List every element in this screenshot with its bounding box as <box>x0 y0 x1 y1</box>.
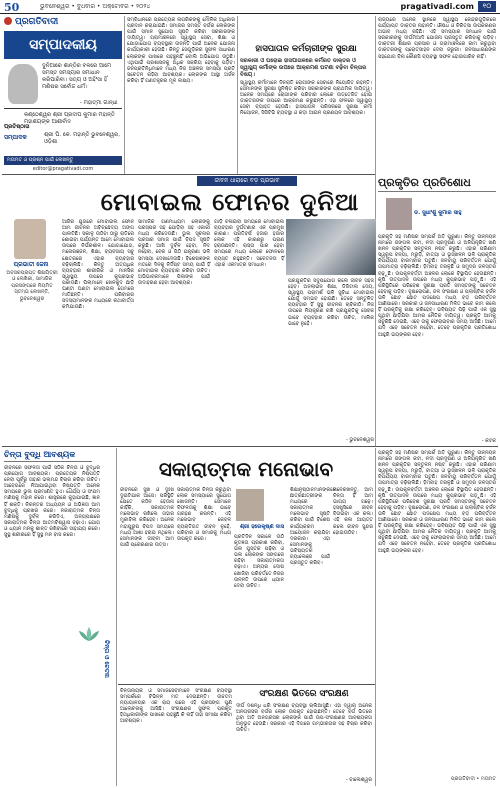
section-divider <box>2 174 375 175</box>
contact-bar: ମତାମତ ଓ ପ୍ରଶ୍ନ ପାଇଁ ଲେଖନ୍ତୁ <box>4 156 122 165</box>
brand-icon <box>4 17 12 25</box>
lotus-icon <box>76 625 102 643</box>
positive-author-name: ଶ୍ରୀ ହରେକୃଷ୍ଣ ଦାସ <box>239 524 285 530</box>
top-left-article: ସମ୍ବିଧାନରେ ପ୍ରତ୍ୟେକ ନାଗରିକଙ୍କୁ ମୌଳିକ ଅଧିକାର ପ୍ରଦାନ କରାଯାଇଛି। ସମାଜର ସମସ୍ତ ବର୍ଗର ଲୋକଙ୍କ ପାଇଁ ସମାନ ସୁଯୋଗ ସୃଷ୍ଟି କରିବା ସରକାରଙ୍କ ଦାୟିତ୍ୱ। ଗ୍ରାମାଞ୍ଚଳରେ ସ୍ୱାସ୍ଥ୍ୟ ସେବା, ଶିକ୍ଷା ଓ ଯୋଗାଯୋଗ ବ୍ୟବସ୍ଥାର ଉନ୍ନତି ପାଇଁ ଅନେକ ଯୋଜନା କାର୍ଯ୍ୟକାରୀ ହେଉଛି। କିନ୍ତୁ ସେଗୁଡ଼ିକର ସୁଫଳ ସାଧାରଣ ଲୋକଙ୍କ ପାଖରେ ପହଞ୍ଚୁନାହିଁ ବୋଲି ଅଭିଯୋଗ ଉଠୁଛି। ଏଥିପାଇଁ ପ୍ରଶାସନକୁ ଅଧିକ ସକ୍ରିୟ ହେବାକୁ ପଡ଼ିବ। ଜନପ୍ରତିନିଧିମାନେ ମଧ୍ୟ ନିଜ ଅଞ୍ଚଳର ସମସ୍ୟା ପ୍ରତି ସଚେତନ ରହିବା ଆବଶ୍ୟକ। ଲୋକଙ୍କ ଆସ୍ଥା ଅର୍ଜନ କରିବା ହିଁ ଗଣତନ୍ତ୍ରର ମୂଳ ଲକ୍ଷ୍ୟ। <box>127 17 235 84</box>
right-author-photo <box>386 198 412 230</box>
section-divider <box>118 684 375 685</box>
section-tag: ଜୀବନ ଧାରାରେ ବଡ଼ ପ୍ରଭାବ <box>197 176 297 186</box>
section-divider <box>2 446 498 447</box>
side-label: ଚିନ୍ତା ଓ ଚେତନା <box>103 640 110 678</box>
brand-label: ପ୍ରଗତିବାଦୀ <box>15 17 59 27</box>
column-divider <box>237 16 238 174</box>
site-link[interactable]: pragativadi.com <box>400 2 474 11</box>
quote-author: - ମହାତ୍ମା ଗାନ୍ଧୀ <box>80 100 118 106</box>
email-link[interactable]: editor@pragativadi.com <box>32 166 94 172</box>
right-headline: ପ୍ରକୃତିର ପ୍ରତିଶୋଧ <box>378 176 496 192</box>
positive-col-5: ମନେରଖନ୍ତୁ, ଆମ ଚିନ୍ତା ହିଁ ଆମ ଭାଗ୍ୟ ଗଢ଼େ। ହସଖୁସିରେ ଜୀବନ ବିତାଇବା ଏକ କଳା। ଏହି କଳା ଆୟତ୍ତ କଲେ ଜୀବନ ସୁନ୍ଦର ହୋଇଉଠିବ। <box>333 487 373 536</box>
column-divider <box>375 448 376 786</box>
right-article-text: ପ୍ରକୃତି ସହ ମଣିଷର ସମ୍ପର୍କ ଅତି ପୁରୁଣା। କିନ୍ତୁ ଉନ୍ନୟନ ନାମରେ ଜଙ୍ଗଲ କଟା, ନଦୀ ପ୍ରଦୂଷଣ ଓ ଅନିୟନ୍ତ୍ରିତ ଖଣି ଖନନ ପ୍ରକୃତିର ସନ୍ତୁଳନ ନଷ୍ଟ କରୁଛି। ଏହାର ପରିଣାମ ସ୍ୱରୂପ ବନ୍ୟା, ମରୁଡ଼ି, ବାତ୍ୟା ଓ ଭୂସ୍ଖଳନ ଭଳି ପ୍ରାକୃତିକ ବିପର୍ଯ୍ୟୟ ବାରମ୍ବାର ଘଟୁଛି। ଜଳବାୟୁ ପରିବର୍ତ୍ତନ ଯୋଗୁଁ ତାପମାତ୍ରା ବଢ଼ିଚାଲିଛି। ହିମବାହ ତରଳୁଛି ଓ ସମୁଦ୍ର ଜଳସ୍ତର ବଢ଼ୁଛି। ଉପକୂଳବର୍ତ୍ତୀ ଅଞ୍ଚଳର ଲୋକେ ବିସ୍ଥାପିତ ହେଉଛନ୍ତି। କୃଷି ଉତ୍ପାଦନ ଉପରେ ମଧ୍ୟ କୁପ୍ରଭାବ ପଡ଼ୁଛି। ଏହି ପରିସ୍ଥିତିରେ ପରିବେଶ ସୁରକ୍ଷା ପ୍ରତି ସମସ୍ତଙ୍କୁ ସଚେତନ ହେବାକୁ ପଡ଼ିବ। ବୃକ୍ଷରୋପଣ, ଜଳ ସଂରକ୍ଷଣ ଓ ପ୍ଲାଷ୍ଟିକ ବର୍ଜନ ଭଳି ଛୋଟ ଛୋଟ ପଦକ୍ଷେପ ମଧ୍ୟ ବଡ଼ ପରିବର୍ତ୍ତନ ଆଣିପାରେ। ସରକାର ଓ ଜନସାଧାରଣ ମିଳିତ ଭାବେ କାମ କଲେ ହିଁ ପ୍ରକୃତିକୁ ରକ୍ଷା କରିହେବ। ଭବିଷ୍ୟତ ପିଢ଼ି ପାଇଁ ଏକ ସୁସ୍ଥ ପୃଥିବୀ ଛାଡ଼ିଯିବା ଆମର ନୈତିକ ଦାୟିତ୍ୱ। ପ୍ରକୃତି ଆମକୁ ସବୁକିଛି ଦେଇଛି, ଏବେ ତାକୁ ଫେରାଇବାର ସମୟ ଆସିଛି। ଆମେ ଯଦି ଏବେ ସଚେତନ ନହେବା, ତେବେ ପ୍ରକୃତିର ପ୍ରତିଶୋଧ ଆହୁରି ଭୟଙ୍କର ହେବ। <box>378 234 496 338</box>
founder-text: କଣ୍ଠେଶ୍ୱର ଶ୍ରୀ ପ୍ରଦୀପ କୁମାର ମହାନ୍ତି ମହାଶୟଙ୍କ ଆଶୀର୍ବାଦ <box>24 112 115 125</box>
author-photo <box>14 219 46 259</box>
positive-col-4: ଶିକ୍ଷାନୁଷ୍ଠାନମାନଙ୍କରେ ଛାତ୍ରଛାତ୍ରୀଙ୍କ ମଧ୍ୟରେ ସକାରାତ୍ମକ ମନୋଭାବ ସୃଷ୍ଟି କରିବା ପାଇଁ ବିଶେଷ କାର୍ଯ୍ୟକ୍ରମ ଆୟୋଜନ କରାଯିବା ଦରକାର। ଏହା ସେମାନଙ୍କୁ ଭବିଷ୍ୟତର ଚ୍ୟାଲେଞ୍ଜ ପାଇଁ ପ୍ରସ୍ତୁତ କରିବ। <box>290 487 337 567</box>
saran-left-text: ଚିନ୍ତାନାୟକ ଓ ସମାଜସେବୀମାନେ ସଂରକ୍ଷଣ ବ୍ୟବସ୍ଥା ସମ୍ପର୍କରେ ବିଭିନ୍ନ ମତ ଦେଇଛନ୍ତି। ଉଚ୍ଚତମ ନ୍ୟାୟାଳୟର ଏକ ରାୟ ପରେ ଏହି ପ୍ରସଙ୍ଗ ପୁଣି ଆଲୋଚନାକୁ ଆସିଛି। ସଂରକ୍ଷଣର ସୁଫଳ ପ୍ରକୃତ ହିତାଧିକାରୀଙ୍କ ପାଖରେ ପହଞ୍ଚୁଛି କି ନାହିଁ ତାହା ସମୀକ୍ଷା କରିବା ଆବଶ୍ୟକ। <box>120 688 232 725</box>
positive-col-1: ଜୀବନରେ ସୁଖ ଓ ଦୁଃଖ ଦୁଇଟିଯାକ ଆସେ। ପରିସ୍ଥିତି ଯେତେ କଠିନ ହେଉନା କାହିଁକି, ସକାରାତ୍ମକ ମନୋଭାବ ରଖିଲେ ତାହାର ମୁକାବିଲା କରିହେବ। ଅନେକ ମହାପୁରୁଷ ବିପଦ ସମୟରେ ମଧ୍ୟ ଆଶା ହରାଇ ନଥିଲେ। ସେମାନଙ୍କ ଜୀବନୀ ଆମ ପାଇଁ ପ୍ରେରଣାର ଉତ୍ସ। <box>120 487 174 548</box>
chinta-headline: ଚିନ୍ତା ବୁଦ୍ଧି ଆବଶ୍ୟକ <box>4 450 92 462</box>
quote-text: ଦୁନିଆରେ ଶାନ୍ତିର ବଳରେ ଆମେ ସମସ୍ତ ସମସ୍ୟାର ସମାଧାନ କରିପାରିବା। ସତ୍ୟ ଓ ଅହିଂସା ହିଁ ମଣିଷର ସର୍ବୋଚ୍ଚ ଧର୍ମ। <box>42 63 112 90</box>
column-divider <box>124 16 125 174</box>
mobile-col-2: ସାମାଜିକ ଗଣମାଧ୍ୟମ ଲୋକଙ୍କୁ ପରସ୍ପର ସହ ଯୋଡ଼ିବା ସହ ଏକାକୀ ମଧ୍ୟ କରିଦେଉଛି। ଭୁଲ ସୂଚନାର ପ୍ରସାର ସମାଜ ପାଇଁ ବିପଦ ସୃଷ୍ଟି କରୁଛି। ଆଖି ଦୁର୍ବଳ ହେବା, ନିଦ ନହେବା, ବେକ ଓ ପିଠି ଯନ୍ତ୍ରଣା ଭଳି ସମସ୍ୟା ଦେଖାଦେଉଛି। ବିଶେଷଜ୍ଞଙ୍କ ମତରେ ଦିନକୁ ନିର୍ଦ୍ଦିଷ୍ଟ ସମୟ ପାଇଁ ହିଁ ମୋବାଇଲ ବ୍ୟବହାର କରିବା ଉଚିତ। ଅଭିଭାବକମାନେ ପିଲାଙ୍କ ପାଇଁ ଉଦାହରଣ ହେବା ଆବଶ୍ୟକ। <box>138 219 210 286</box>
driver-photo <box>286 219 376 275</box>
divider <box>4 108 122 109</box>
column-divider <box>116 448 117 786</box>
date-line: ଭୁବନେଶ୍ୱର • ବୁଧବାର • ଅକ୍ଟୋବର • ୨୦୨୪ <box>40 3 151 10</box>
founder-label: ପ୍ରତିଷ୍ଠାତା <box>4 124 30 130</box>
brand-name <box>4 17 122 29</box>
positive-headline: ସକାରାତ୍ମକ ମନୋଭାବ <box>158 457 334 481</box>
mobile-col-3: ଗାଡ଼ି ଚଳାଇବା ସମୟରେ ମୋବାଇଲ ବ୍ୟବହାର ଦୁର୍ଘଟଣାର ଏକ ପ୍ରମୁଖ କାରଣ। ପ୍ରତିବର୍ଷ ହଜାର ହଜାର ଲୋକ ଏହି କାରଣରୁ ପ୍ରାଣ ହରାଉଛନ୍ତି। ରାସ୍ତା ପାର ହେବା ସମୟରେ ମଧ୍ୟ ଲୋକେ ଫୋନରେ ବ୍ୟସ୍ତ ରହୁଛନ୍ତି। ସଚେତନତା ହିଁ ଏହାର ଏକମାତ୍ର ସମାଧାନ। <box>214 219 284 268</box>
anniversary-logo: 50 <box>4 1 20 14</box>
middle-headline: ହାସପାତାଳ କର୍ମଚାରୀଙ୍କ ସୁରକ୍ଷା <box>255 44 357 54</box>
mobile-col-1: ଆଜିର ଯୁଗରେ ମୋବାଇଲ ଫୋନ ଆମ ଜୀବନର ଅବିଚ୍ଛେଦ୍ୟ ଅଙ୍ଗ ପାଲଟିଛି। ସକାଳୁ ଉଠିବା ଠାରୁ ରାତିରେ ଶୋଇବା ପର୍ଯ୍ୟନ୍ତ ଆମେ ମୋବାଇଲ ଉପରେ ନିର୍ଭରଶୀଳ। ଯୋଗାଯୋଗ, ମନୋରଞ୍ଜନ, ଶିକ୍ଷା, ବ୍ୟବସାୟ ସବୁ କ୍ଷେତ୍ରରେ ଏହାର ବ୍ୟବହାର ବଢ଼ିଚାଲିଛି। କିନ୍ତୁ ଅତ୍ୟଧିକ ବ୍ୟବହାର ଶାରୀରିକ ଓ ମାନସିକ ସ୍ୱାସ୍ଥ୍ୟ ଉପରେ କୁପ୍ରଭାବ ପକାଉଛି। ପିଲାମାନେ ଖେଳକୁଦ ଛାଡ଼ି ଘଣ୍ଟା ଘଣ୍ଟା ମୋବାଇଲ ଗେମରେ ମାତିଛନ୍ତି। ପରିବାରର ସଦସ୍ୟମାନଙ୍କ ମଧ୍ୟରେ କଥାବାର୍ତ୍ତା କମିଯାଉଛି। <box>62 219 134 311</box>
positive-author-photo <box>236 489 264 521</box>
right-lower-text: ପ୍ରକୃତି ସହ ମଣିଷର ସମ୍ପର୍କ ଅତି ପୁରୁଣା। କିନ୍ତୁ ଉନ୍ନୟନ ନାମରେ ଜଙ୍ଗଲ କଟା, ନଦୀ ପ୍ରଦୂଷଣ ଓ ଅନିୟନ୍ତ୍ରିତ ଖଣି ଖନନ ପ୍ରକୃତିର ସନ୍ତୁଳନ ନଷ୍ଟ କରୁଛି। ଏହାର ପରିଣାମ ସ୍ୱରୂପ ବନ୍ୟା, ମରୁଡ଼ି, ବାତ୍ୟା ଓ ଭୂସ୍ଖଳନ ଭଳି ପ୍ରାକୃତିକ ବିପର୍ଯ୍ୟୟ ବାରମ୍ବାର ଘଟୁଛି। ଜଳବାୟୁ ପରିବର୍ତ୍ତନ ଯୋଗୁଁ ତାପମାତ୍ରା ବଢ଼ିଚାଲିଛି। ହିମବାହ ତରଳୁଛି ଓ ସମୁଦ୍ର ଜଳସ୍ତର ବଢ଼ୁଛି। ଉପକୂଳବର୍ତ୍ତୀ ଅଞ୍ଚଳର ଲୋକେ ବିସ୍ଥାପିତ ହେଉଛନ୍ତି। କୃଷି ଉତ୍ପାଦନ ଉପରେ ମଧ୍ୟ କୁପ୍ରଭାବ ପଡ଼ୁଛି। ଏହି ପରିସ୍ଥିତିରେ ପରିବେଶ ସୁରକ୍ଷା ପ୍ରତି ସମସ୍ତଙ୍କୁ ସଚେତନ ହେବାକୁ ପଡ଼ିବ। ବୃକ୍ଷରୋପଣ, ଜଳ ସଂରକ୍ଷଣ ଓ ପ୍ଲାଷ୍ଟିକ ବର୍ଜନ ଭଳି ଛୋଟ ଛୋଟ ପଦକ୍ଷେପ ମଧ୍ୟ ବଡ଼ ପରିବର୍ତ୍ତନ ଆଣିପାରେ। ସରକାର ଓ ଜନସାଧାରଣ ମିଳିତ ଭାବେ କାମ କଲେ ହିଁ ପ୍ରକୃତିକୁ ରକ୍ଷା କରିହେବ। ଭବିଷ୍ୟତ ପିଢ଼ି ପାଇଁ ଏକ ସୁସ୍ଥ ପୃଥିବୀ ଛାଡ଼ିଯିବା ଆମର ନୈତିକ ଦାୟିତ୍ୱ। ପ୍ରକୃତି ଆମକୁ ସବୁକିଛି ଦେଇଛି, ଏବେ ତାକୁ ଫେରାଇବାର ସମୟ ଆସିଛି। ଆମେ ଯଦି ଏବେ ସଚେତନ ନହେବା, ତେବେ ପ୍ରକୃତିର ପ୍ରତିଶୋଧ ଆହୁରି ଭୟଙ୍କର ହେବ। <box>378 450 496 554</box>
page-number: ୧୦ <box>478 1 496 12</box>
gandhi-portrait <box>8 64 38 104</box>
footer-note: ପ୍ରଗତିବାଦୀ • ମତାମତ <box>450 776 496 782</box>
middle-article-text: ସ୍ୱାସ୍ଥ୍ୟ କର୍ମୀମାନେ ଦିନରାତି ରୋଗୀଙ୍କ ସେବାରେ ନିୟୋଜିତ ରହନ୍ତି। ସେମାନଙ୍କ ସୁରକ୍ଷା ସୁନିଶ୍ଚିତ କରିବା ସରକାରଙ୍କ ପ୍ରାଥମିକ ଦାୟିତ୍ୱ। ଅନେକ ସମୟରେ ରୋଗୀଙ୍କ ପରିବାର ଲୋକେ ଉତ୍ତେଜିତ ହୋଇ ଡାକ୍ତରଙ୍କ ଉପରେ ଆକ୍ରମଣ କରୁଛନ୍ତି। ଏହା ଫଳରେ ସ୍ୱାସ୍ଥ୍ୟ ସେବା ବ୍ୟାହତ ହେଉଛି। ହାସପାତାଳ ପରିସରରେ ସୁରକ୍ଷା କର୍ମୀ ନିୟୋଜନ, ସିସିଟିଭି ବ୍ୟବସ୍ଥା ଓ କଡ଼ା ଆଇନ ପ୍ରଣୟନ ଆବଶ୍ୟକ। <box>240 80 372 117</box>
mobile-col-4: ପ୍ରଯୁକ୍ତିର ସଦୁପଯୋଗ କଲେ ଜୀବନ ସହଜ ହେବ। ଅନଲାଇନ ଶିକ୍ଷା, ଡିଜିଟାଲ ଦେୟ, ସ୍ୱାସ୍ଥ୍ୟ ପରାମର୍ଶ ଭଳି ସୁବିଧା ମୋବାଇଲ ଯୋଗୁଁ ସମ୍ଭବ ହୋଇଛି। ତେବେ ସନ୍ତୁଳିତ ବ୍ୟବହାର ହିଁ ସୁସ୍ଥ ଜୀବନର ଚାବିକାଠି। ନିଜ ଉପରେ ନିୟନ୍ତ୍ରଣ ରଖି ପ୍ରଯୁକ୍ତିକୁ ସେବକ ଭାବେ ବ୍ୟବହାର କରିବା ଉଚିତ, ମାଲିକ ଭାବେ ନୁହେଁ। <box>288 278 374 327</box>
chinta-text: ଜୀବନରେ ସଫଳତା ପାଇଁ ସଠିକ ଚିନ୍ତା ଓ ବୁଦ୍ଧିର ପ୍ରୟୋଗ ଆବଶ୍ୟକ। ପ୍ରତ୍ୟେକ ନିଷ୍ପତ୍ତି ନେବା ପୂର୍ବରୁ ତାହାର ଭଲମନ୍ଦ ବିଚାର କରିବା ଉଚିତ। ଆବେଗରେ ନିଆଯାଇଥିବା ନିଷ୍ପତ୍ତି ଅନେକ ସମୟରେ ଭୁଲ ପ୍ରମାଣିତ ହୁଏ। ଧୈର୍ଯ୍ୟ ଓ ସଂଯମ ମଣିଷକୁ ମହାନ କରେ। ଶାସ୍ତ୍ରରେ କୁହାଯାଇଛି, ଜ୍ଞାନ ହିଁ ଶକ୍ତି। ନିରନ୍ତର ଅଧ୍ୟୟନ ଓ ଅଭିଜ୍ଞତା ଆମ ବୁଦ୍ଧିକୁ ପ୍ରଖର କରେ। ନକାରାତ୍ମକ ଚିନ୍ତା ମଣିଷକୁ ଦୁର୍ବଳ କରିଦିଏ, ଅନ୍ୟପକ୍ଷରେ ସକାରାତ୍ମକ ଚିନ୍ତା ଆତ୍ମବିଶ୍ୱାସ ବଢ଼ାଏ। ଯୋଗ ଓ ଧ୍ୟାନ ମନକୁ ଶାନ୍ତ ରଖିବାରେ ସାହାଯ୍ୟ କରେ। ସୁସ୍ଥ ଶରୀରରେ ହିଁ ସୁସ୍ଥ ମନ ବାସ କରେ। <box>4 465 100 539</box>
positive-col-3: ପ୍ରତିଦିନ ସକାଳେ ଉଠି କୃତଜ୍ଞତା ପ୍ରକାଶ କରିବା, ଭଲ ପୁସ୍ତକ ପଢ଼ିବା ଓ ଭଲ ଲୋକଙ୍କ ସଙ୍ଗରେ ରହିବା ସକାରାତ୍ମକତା ବଢ଼ାଏ। ଅନ୍ୟର ଦୋଷ ଖୋଜିବା ପରିବର୍ତ୍ତେ ନିଜର ଉନ୍ନତି ଉପରେ ଧ୍ୟାନ ଦେବା ଉଚିତ। <box>234 534 284 589</box>
top-bar <box>0 0 500 14</box>
author-bio: ଅବସରପ୍ରାପ୍ତ ଶିକ୍ଷୟିତ୍ରୀ ଓ ଲେଖିକା, ସାମାଜିକ ପ୍ରସଙ୍ଗରେ ନିୟମିତ ସ୍ତମ୍ଭ ଲେଖନ୍ତି, ଭୁବନେଶ୍ୱର <box>6 270 58 302</box>
editorial-banner: ସମ୍ପାଦକୀୟ <box>4 31 122 59</box>
top-right-article: ରାଜ୍ୟରେ ଅନେକ ସ୍ଥାନରେ ସ୍ୱାସ୍ଥ୍ୟ କେନ୍ଦ୍ରଗୁଡ଼ିକରେ ପର୍ଯ୍ୟାପ୍ତ ଡାକ୍ତର ନାହାନ୍ତି। ଔଷଧ ଓ ଚିକିତ୍ସା ଉପକରଣର ଅଭାବ ମଧ୍ୟ ରହିଛି। ଏହି ସମସ୍ୟାର ସମାଧାନ ପାଇଁ ସରକାରଙ୍କୁ ଦୀର୍ଘମିଆଦି ଯୋଜନା ପ୍ରସ୍ତୁତ କରିବାକୁ ପଡ଼ିବ। ଡାକ୍ତରୀ ଶିକ୍ଷାର ପ୍ରସାର ଓ ଗ୍ରାମାଞ୍ଚଳରେ କାମ କରୁଥିବା ଡାକ୍ତରଙ୍କୁ ପ୍ରୋତ୍ସାହନ ଦେବା ଜରୁରୀ। ଜନସାଧାରଣଙ୍କ ସହଯୋଗ ବିନା କୌଣସି ବ୍ୟବସ୍ଥା ସଫଳ ହୋଇପାରିବ ନାହିଁ। <box>378 17 496 60</box>
author-name: ପ୍ରଭାତୀ ଜେନା <box>13 261 49 268</box>
saran-headline: ସଂରକ୍ଷଣ ଭିତରେ ସଂରକ୍ଷଣ <box>259 689 349 699</box>
mobile-headline: ମୋବାଇଲ ଫୋନର ଦୁନିଆ <box>100 188 360 216</box>
right-signoff: - କଟକ <box>481 438 496 444</box>
saran-signoff: - ବାଲେଶ୍ୱର <box>345 777 372 783</box>
saran-right-text: ଦୀର୍ଘ ଦଶନ୍ଧି ଧରି ସଂରକ୍ଷଣ ବ୍ୟବସ୍ଥା ଚାଲିଆସୁଛି। ଏହା ଦ୍ୱାରା ଅନେକ ଅନଗ୍ରସର ବର୍ଗର ଲୋକ ଉପକୃତ ହୋଇଛନ୍ତି। ତେବେ ବର୍ଗ ଭିତରେ ଥିବା ଅତି ଅନଗ୍ରସର ଲୋକଙ୍କ ପାଇଁ ଉପ-ସଂରକ୍ଷଣର ଆବଶ୍ୟକତା ଅନୁଭୂତ ହେଉଛି। ସରକାର ଏହି ଦିଗରେ ଗମ୍ଭୀରତାର ସହ ବିଚାର କରିବା ଉଚିତ। <box>236 703 372 734</box>
mobile-signoff: - ଭୁବନେଶ୍ୱର <box>346 437 374 443</box>
middle-subhead: ସରକାରୀ ଓ ଘରୋଇ ହାସପାତାଳରେ କର୍ମରତ ଡାକ୍ତର ଓ ସ୍ୱାସ୍ଥ୍ୟ କର୍ମୀଙ୍କ ଉପରେ ଆକ୍ରମଣ ଘଟଣା ବଢ଼ିବା ଚିନ୍ତାର ବିଷୟ। <box>240 58 367 78</box>
right-author-name: ଡ. ସୁଧାଂଶୁ କୁମାର ସାହୁ <box>414 210 462 216</box>
editor-text: ଶ୍ରୀ ପି. କେ. ମହାନ୍ତି ଭୁବନେଶ୍ୱର, ଓଡ଼ିଶା <box>44 132 120 145</box>
positive-col-2: ସକାରାତ୍ମକ ଚିନ୍ତା କରୁଥିବା ଲୋକ ସମସ୍ୟାରେ ସୁଯୋଗ ଖୋଜନ୍ତି। ସେମାନେ ବିଫଳତାକୁ ଶିକ୍ଷା ଭାବେ ଗ୍ରହଣ କରନ୍ତି। ଏହି ମନୋଭାବ କେବଳ ବ୍ୟକ୍ତିଗତ ଜୀବନ ନୁହେଁ, ପରିବାର ଓ ସମାଜକୁ ମଧ୍ୟ ଉପକୃତ କରେ। <box>177 487 231 542</box>
editor-label: ସମ୍ପାଦକ <box>4 134 27 141</box>
